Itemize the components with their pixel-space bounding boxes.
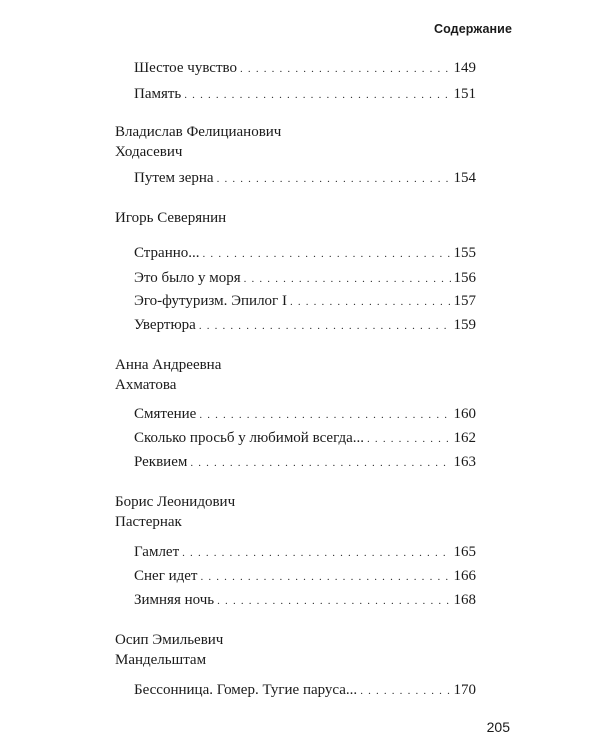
dot-leader xyxy=(182,543,450,563)
toc-entry xyxy=(134,590,476,610)
author-name-line: Осип Эмильевич xyxy=(115,632,224,648)
entry-title: Эго-футуризм. Эпилог I xyxy=(134,293,287,309)
dot-leader xyxy=(244,269,451,289)
toc-entry xyxy=(134,452,476,472)
toc-entry xyxy=(134,315,476,335)
toc-entry xyxy=(134,168,476,188)
entry-page: 160 xyxy=(453,406,476,422)
entry-title: Увертюра xyxy=(134,317,196,333)
author-name-line: Мандельштам xyxy=(115,652,207,668)
author-name-line: Борис Леонидович xyxy=(115,494,236,510)
author-heading xyxy=(115,630,223,670)
entry-page: 149 xyxy=(453,60,476,76)
dot-leader xyxy=(190,453,450,473)
toc-entry xyxy=(134,58,476,78)
entry-title: Сколько просьб у любимой всегда... xyxy=(134,430,365,446)
dot-leader xyxy=(367,429,450,449)
entry-title: Шестое чувство xyxy=(134,60,238,76)
entry-page: 170 xyxy=(453,682,476,698)
toc-entry xyxy=(134,404,476,424)
author-name-line: Игорь Северянин xyxy=(115,210,227,226)
author-name-line: Владислав Фелицианович xyxy=(115,124,282,140)
dot-leader xyxy=(184,85,450,105)
author-heading xyxy=(115,492,235,532)
toc-entry xyxy=(134,428,476,448)
entry-title: Снег идет xyxy=(134,568,198,584)
entry-page: 168 xyxy=(453,592,476,608)
entry-title: Смятение xyxy=(134,406,197,422)
author-heading xyxy=(115,122,281,162)
entry-page: 157 xyxy=(453,293,476,309)
entry-title: Память xyxy=(134,86,182,102)
author-heading xyxy=(115,355,221,395)
entry-page: 165 xyxy=(453,544,476,560)
toc-entry xyxy=(134,566,476,586)
entry-page: 151 xyxy=(453,86,476,102)
toc-entry xyxy=(134,268,476,288)
dot-leader xyxy=(240,59,450,79)
toc-entry xyxy=(134,542,476,562)
entry-page: 159 xyxy=(453,317,476,333)
entry-title: Бессонница. Гомер. Тугие паруса... xyxy=(134,682,358,698)
entry-page: 163 xyxy=(453,454,476,470)
entry-title: Путем зерна xyxy=(134,170,214,186)
dot-leader xyxy=(199,405,450,425)
entry-page: 162 xyxy=(453,430,476,446)
author-name-line: Ахматова xyxy=(115,377,177,393)
entry-page: 155 xyxy=(453,245,476,261)
dot-leader xyxy=(199,316,451,336)
dot-leader xyxy=(217,591,450,611)
dot-leader xyxy=(290,292,451,312)
toc-entry xyxy=(134,680,476,700)
toc-entry xyxy=(134,84,476,104)
running-head: Содержание xyxy=(433,22,512,36)
dot-leader xyxy=(217,169,451,189)
entry-page: 156 xyxy=(453,270,476,286)
dot-leader xyxy=(203,244,451,264)
author-name-line: Анна Андреевна xyxy=(115,357,222,373)
entry-title: Реквием xyxy=(134,454,188,470)
toc-entry xyxy=(134,243,476,263)
author-heading xyxy=(115,208,226,228)
entry-title: Это было у моря xyxy=(134,270,241,286)
entry-page: 154 xyxy=(453,170,476,186)
entry-title: Странно... xyxy=(134,245,200,261)
entry-title: Зимняя ночь xyxy=(134,592,215,608)
author-name-line: Ходасевич xyxy=(115,144,183,160)
author-name-line: Пастернак xyxy=(115,514,182,530)
entry-page: 166 xyxy=(453,568,476,584)
toc-entry xyxy=(134,291,476,311)
dot-leader xyxy=(200,567,450,587)
dot-leader xyxy=(360,681,450,701)
entry-title: Гамлет xyxy=(134,544,180,560)
page-number: 205 xyxy=(486,719,510,735)
